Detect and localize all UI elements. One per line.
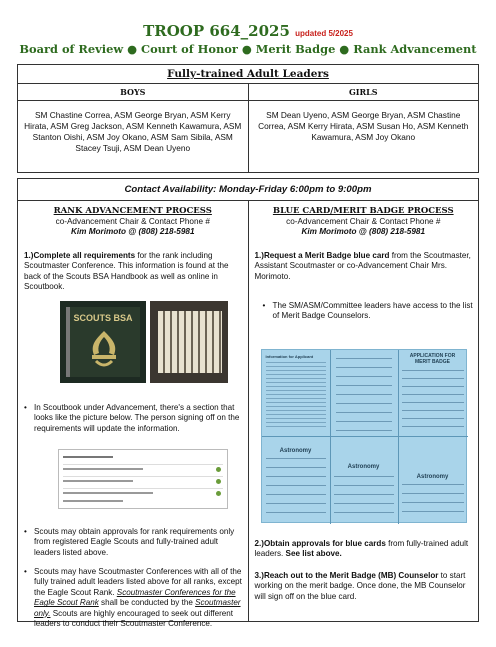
- blue-card-column: [248, 201, 479, 621]
- troop-title: TROOP 664_2025: [143, 22, 290, 40]
- girls-label: GIRLS: [249, 84, 479, 101]
- bluecard-title: BLUE CARD/MERIT BADGE PROCESS: [272, 206, 454, 216]
- updated-note: updated 5/2025: [295, 29, 353, 38]
- bluecard-bullet-counselors: • The SM/ASM/Committee leaders have access to the list of Merit Badge Counselors.: [263, 301, 477, 322]
- card-mb-name-3: Astronomy: [416, 474, 449, 480]
- bluecard-step-1: 1.)Request a Merit Badge blue card from the Scoutmaster, Assistant Scoutmaster or co-Advancement Chair Mrs. Morimoto.: [254, 251, 471, 281]
- page-title: [0, 22, 496, 40]
- boys-column: [18, 84, 248, 172]
- leaders-box: [17, 64, 479, 173]
- bluecard-chair: co-Advancement Chair & Contact Phone #: [286, 217, 441, 226]
- bluecard-step-3: 3.)Reach out to the Merit Badge (MB) Counselor to start working on the merit badge. Once done, the MB Counselor will sign off on the blue card.: [254, 571, 466, 601]
- rank-step-1: 1.)Complete all requirements for the rank including Scoutmaster Conference. This information is found at the back of the Scouts BSA Handbook as well as online in Scoutbook.: [24, 251, 229, 292]
- bluecard-phone: Kim Morimoto @ (808) 218-5981: [301, 227, 426, 237]
- boys-names: SM Chastine Correa, ASM George Bryan, ASM Kerry Hirata, ASM Greg Jackson, ASM Kenneth Kawamura, ASM Stanton Oishi, ASM Joy Okano, ASM Sam Sibila, ASM Stacey Tsuji, ASM Dean Uyeno: [24, 110, 242, 153]
- handbook-photo: [60, 301, 146, 383]
- card-mb-name-1: Astronomy: [279, 448, 312, 454]
- contact-availability: Contact Availability: Monday-Friday 6:00pm to 9:00pm: [18, 179, 478, 201]
- boys-label: BOYS: [18, 84, 248, 101]
- rank-advancement-column: [18, 201, 248, 629]
- handbook-pages-photo: [150, 301, 228, 383]
- leaders-heading: Fully-trained Adult Leaders: [18, 65, 478, 84]
- page-subtitle: Board of Review ● Court of Honor ● Merit Badge ● Rank Advancement: [19, 42, 477, 56]
- rank-bullet-conferences: • Scouts may have Scoutmaster Conferences with all of the fully trained adult leaders listed above for all ranks, except the Eagle Scout Rank. Scoutmaster Conferences for the Eagle Scout Rank shall be conducted by the Scoutmaster only. Scouts are highly encouraged to seek out different leaders to conduct their Scoutmaster Conference.: [24, 567, 246, 629]
- rank-title: RANK ADVANCEMENT PROCESS: [53, 206, 212, 216]
- rank-phone: Kim Morimoto @ (808) 218-5981: [70, 227, 195, 237]
- blue-card-image: [261, 349, 467, 523]
- card-app-title: APPLICATION FOR MERIT BADGE: [409, 353, 456, 365]
- bluecard-step-2: 2.)Obtain approvals for blue cards from fully-trained adult leaders. See list above.: [254, 539, 469, 559]
- scoutbook-screenshot: [58, 449, 228, 509]
- girls-names: SM Dean Uyeno, ASM George Bryan, ASM Chastine Correa, ASM Kerry Hirata, ASM Susan Ho, ASM Kenneth Kawamura, ASM Joy Okano: [258, 110, 469, 142]
- rank-bullet-approvals: • Scouts may obtain approvals for rank requirements only from registered Eagle Scouts and fully-trained adult leaders listed above.: [24, 527, 246, 558]
- handbook-title: SCOUTS BSA: [73, 313, 133, 323]
- card-mb-name-2: Astronomy: [347, 464, 380, 470]
- girls-column: [248, 84, 479, 172]
- rank-bullet-scoutbook: • In Scoutbook under Advancement, there's a section that looks like the picture below. The person signing off on the requirements will update the information.: [24, 403, 246, 434]
- scout-emblem-icon: [86, 329, 122, 373]
- rank-chair: co-Advancement Chair & Contact Phone #: [55, 217, 210, 226]
- process-box: [17, 178, 479, 629]
- card-info-title: Information for Applicant: [265, 354, 314, 359]
